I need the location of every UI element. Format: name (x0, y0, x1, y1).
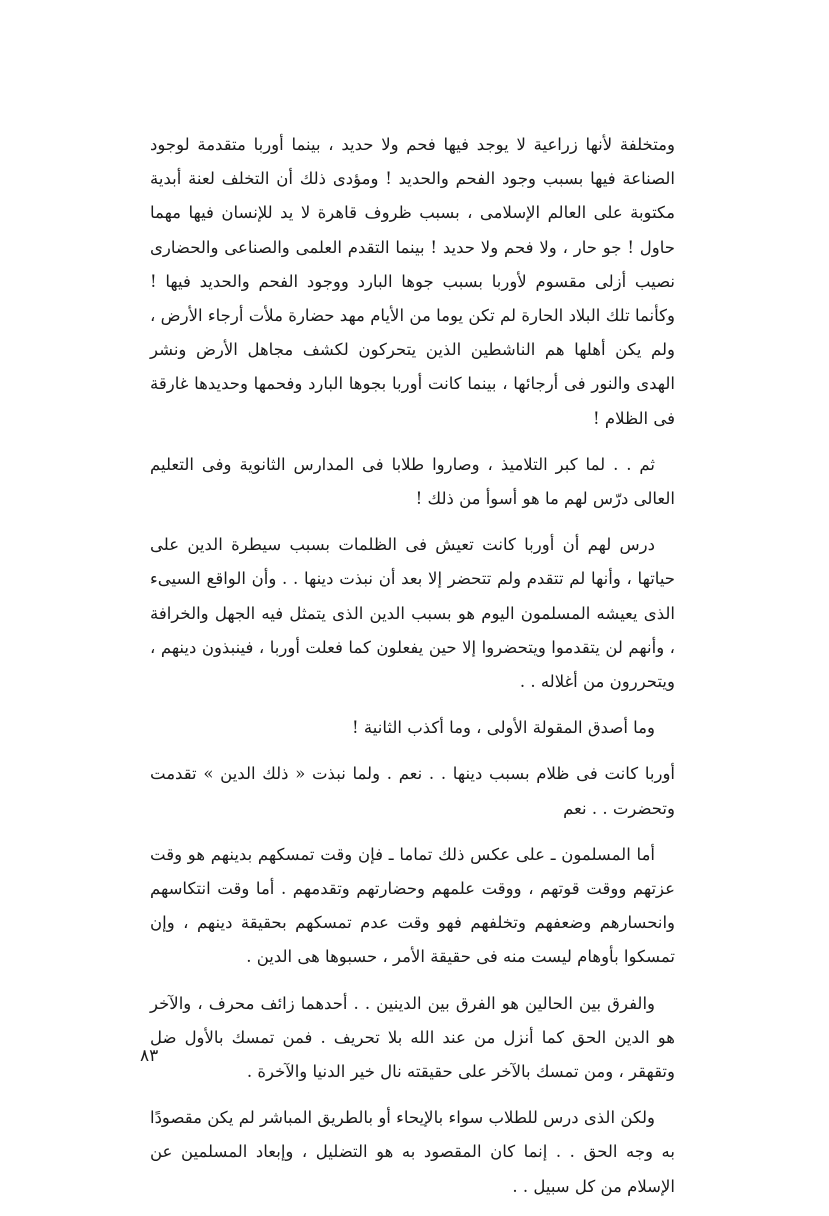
paragraph-7: والفرق بين الحالين هو الفرق بين الدينين . . أحدهما زائف محرف ، والآخر هو الدين الحق كما أنزل من عند الله بلا تحريف . فمن تمسك بالأول ضل وتقهقر ، ومن تمسك بالآخر على حقيقته نال خير الدنيا والآخرة . (150, 993, 675, 1082)
page-number: ٨٣ (140, 1046, 159, 1066)
paragraph-8: ولكن الذى درس للطلاب سواء بالإيحاء أو بالطريق المباشر لم يكن مقصودًا به وجه الحق . . إنما كان المقصود به هو التضليل ، وإبعاد المسلمين عن الإسلام من كل سبيل . . (150, 1108, 675, 1196)
paragraph-4: وما أصدق المقولة الأولى ، وما أكذب الثانية ! (352, 718, 655, 738)
paragraph-2: ثم . . لما كبر التلاميذ ، وصاروا طلابا فى المدارس الثانوية وفى التعليم العالى درّس لهم ما هو أسوأ من ذلك ! (150, 454, 675, 509)
body-text (150, 128, 675, 1216)
paragraph-3: درس لهم أن أوربا كانت تعيش فى الظلمات بسبب سيطرة الدين على حياتها ، وأنها لم تتقدم ولم تتحضر إلا بعد أن نبذت دينها . . وأن الواقع السيىء الذى يعيشه المسلمون اليوم هو بسبب الدين الذى يتمثل فيه الجهل والخرافة ، وأنهم لن يتقدموا ويتحضروا إلا حين يفعلون كما فعلت أوربا ، فينبذون دينهم ، ويتحررون من أغلاله . . (150, 535, 675, 692)
paragraph-5: أوربا كانت فى ظلام بسبب دينها . . نعم . ولما نبذت « ذلك الدين » تقدمت وتحضرت . . نعم (150, 764, 675, 818)
paragraph-6: أما المسلمون ـ على عكس ذلك تماما ـ فإن وقت تمسكهم بدينهم هو وقت عزتهم ووقت قوتهم ، ووقت علمهم وحضارتهم وتقدمهم . أما وقت انتكاسهم وانحسارهم وضعفهم وتخلفهم فهو وقت عدم تمسكهم بحقيقة دينهم ، وإن تمسكوا بأوهام ليست منه فى حقيقة الأمر ، حسبوها هى الدين . (150, 844, 675, 967)
paragraph-1: ومتخلفة لأنها زراعية لا يوجد فيها فحم ولا حديد ، بينما أوربا متقدمة لوجود الصناعة فيها بسبب وجود الفحم والحديد ! ومؤدى ذلك أن التخلف لعنة أبدية مكتوبة على العالم الإسلامى ، بسبب ظروف قاهرة لا يد للإنسان فيها مهما حاول ! جو حار ، ولا فحم ولا حديد ! بينما التقدم العلمى والصناعى والحضارى نصيب أزلى مقسوم لأوربا بسبب جوها البارد ووجود الفحم والحديد فيها ! وكأنما تلك البلاد الحارة لم تكن يوما من الأيام مهد حضارة ملأت أرجاء الأرض ، ولم يكن أهلها هم الناشطين الذين يتحركون لكشف مجاهل الأرض ونشر الهدى والنور فى أرجائها ، بينما كانت أوربا بجوها البارد وفحمها وحديدها غارقة فى الظلام ! (150, 135, 675, 428)
